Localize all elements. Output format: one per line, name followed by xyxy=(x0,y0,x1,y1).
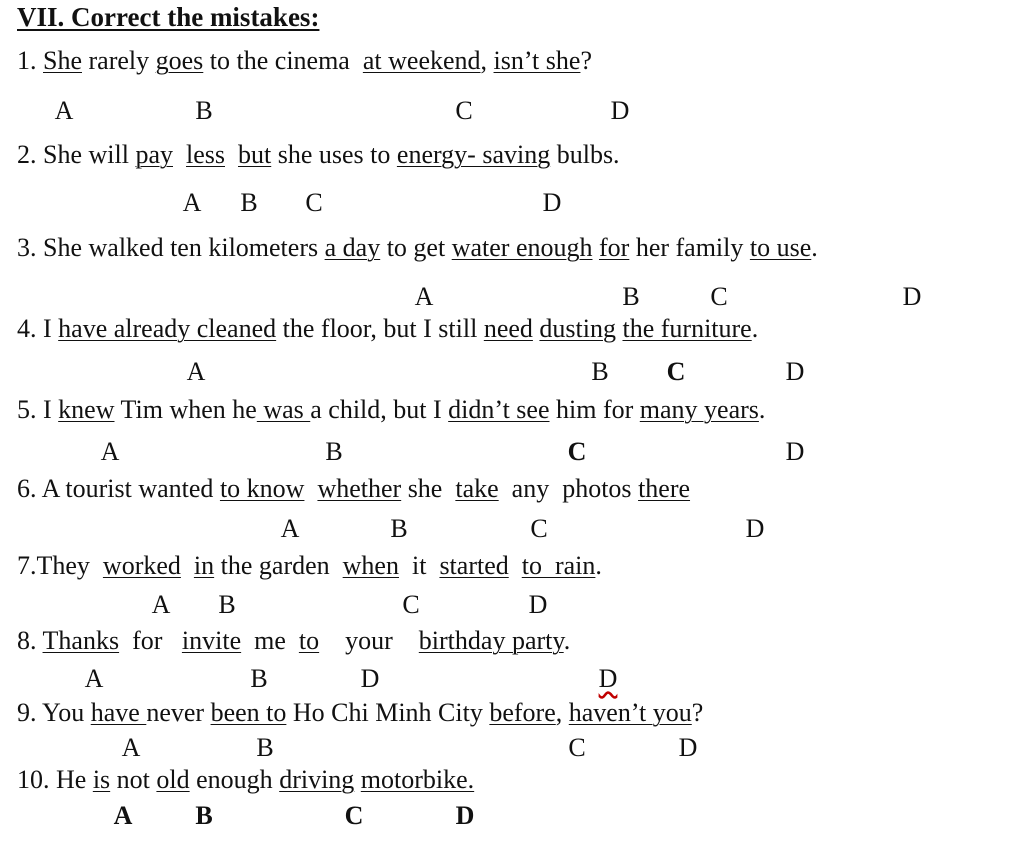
text-segment: 9. You xyxy=(17,698,91,727)
option-letter-text: B xyxy=(240,188,258,217)
underlined-segment: isn’t she xyxy=(493,46,581,75)
text-segment: 5. I xyxy=(17,395,59,424)
option-letter-text: A xyxy=(121,733,141,762)
option-letter-text: C xyxy=(455,96,473,125)
text-segment: her family xyxy=(629,233,750,262)
option-letter-text: D xyxy=(785,357,805,386)
underlined-segment: in xyxy=(193,551,215,580)
option-letter-text: C xyxy=(710,282,728,311)
option-letter-1-3 xyxy=(455,96,472,126)
option-letter-3-4 xyxy=(903,282,922,312)
question-9 xyxy=(17,698,703,728)
question-2 xyxy=(17,140,620,170)
text-segment: the floor, but I still xyxy=(276,314,484,343)
option-letter-text: B xyxy=(250,664,268,693)
option-letter-text: A xyxy=(414,282,434,311)
text-segment: . xyxy=(751,314,759,343)
underlined-segment: water enough xyxy=(451,233,593,262)
underlined-segment: have xyxy=(90,698,147,727)
text-segment: Tim when he xyxy=(114,395,257,424)
option-letter-text: A xyxy=(54,96,74,125)
option-letter-1-1 xyxy=(55,96,74,126)
underlined-segment: knew xyxy=(58,395,115,424)
option-letter-2-4 xyxy=(543,188,562,218)
option-letter-text: C xyxy=(567,437,587,466)
underlined-segment: to xyxy=(298,626,320,655)
option-letter-text: A xyxy=(84,664,104,693)
text-segment: . xyxy=(595,551,602,580)
option-letter-10-2 xyxy=(195,801,212,831)
text-segment: . xyxy=(758,395,766,424)
option-letter-2-1 xyxy=(183,188,202,218)
underlined-segment: have already cleaned xyxy=(58,314,277,343)
underlined-segment: the furniture xyxy=(622,314,752,343)
text-segment: any photos xyxy=(498,474,639,503)
option-letter-8-4 xyxy=(599,664,618,694)
underlined-segment: birthday party xyxy=(418,626,564,655)
option-letter-text: D xyxy=(360,664,380,693)
text-segment: never xyxy=(146,698,211,727)
underlined-segment: worked xyxy=(102,551,181,580)
option-letter-3-1 xyxy=(415,282,434,312)
option-letter-7-4 xyxy=(529,590,548,620)
question-5 xyxy=(17,395,765,425)
text-segment: 3. She walked ten kilometers xyxy=(17,233,325,262)
option-letter-9-3 xyxy=(568,733,585,763)
option-letter-4-4 xyxy=(786,357,805,387)
option-letter-text: D xyxy=(610,96,630,125)
underlined-segment: but xyxy=(238,140,272,169)
underlined-segment: been to xyxy=(210,698,287,727)
underlined-segment: pay xyxy=(135,140,173,169)
question-8 xyxy=(17,626,570,656)
text-segment: a child, but I xyxy=(310,395,449,424)
option-letter-8-2 xyxy=(250,664,267,694)
option-letter-8-1 xyxy=(85,664,104,694)
option-letter-2-3 xyxy=(305,188,322,218)
underlined-segment: goes xyxy=(155,46,204,75)
option-letter-text: B xyxy=(218,590,236,619)
underlined-segment: to know xyxy=(219,474,305,503)
option-letter-text: C xyxy=(568,733,586,762)
option-letter-text: C xyxy=(402,590,420,619)
text-segment xyxy=(181,551,194,580)
option-letter-10-1 xyxy=(114,801,133,831)
text-segment: it xyxy=(398,551,440,580)
option-letter-6-4 xyxy=(746,514,765,544)
option-letter-6-2 xyxy=(390,514,407,544)
option-letter-6-1 xyxy=(281,514,300,544)
option-letter-text: B xyxy=(390,514,408,543)
question-1 xyxy=(17,46,592,76)
option-letter-text: D xyxy=(455,801,475,830)
underlined-segment: old xyxy=(156,765,190,794)
text-segment: she xyxy=(401,474,456,503)
text-segment: not xyxy=(110,765,157,794)
option-letter-4-3 xyxy=(667,357,686,387)
option-letter-text: D xyxy=(528,590,548,619)
option-letter-text: B xyxy=(256,733,274,762)
option-letter-5-4 xyxy=(786,437,805,467)
option-letter-text: A xyxy=(100,437,120,466)
option-letter-text: B xyxy=(325,437,343,466)
option-letter-text: D xyxy=(902,282,922,311)
underlined-segment: invite xyxy=(181,626,242,655)
underlined-segment: at weekend xyxy=(362,46,481,75)
text-segment: your xyxy=(319,626,419,655)
option-letter-4-1 xyxy=(187,357,206,387)
underlined-segment: to use xyxy=(749,233,812,262)
option-letter-text: A xyxy=(280,514,300,543)
underlined-segment: is xyxy=(92,765,111,794)
option-letter-5-1 xyxy=(101,437,120,467)
option-letter-7-2 xyxy=(218,590,235,620)
text-segment xyxy=(173,140,186,169)
question-7 xyxy=(17,551,602,581)
question-4 xyxy=(17,314,758,344)
text-segment: him for xyxy=(549,395,640,424)
text-segment: ? xyxy=(580,46,592,75)
text-segment: ? xyxy=(691,698,704,727)
text-segment xyxy=(304,474,317,503)
underlined-segment: energy- saving xyxy=(396,140,551,169)
option-letter-3-3 xyxy=(710,282,727,312)
underlined-segment: to rain xyxy=(521,551,596,580)
option-letter-text: B xyxy=(195,801,213,830)
underlined-segment: there xyxy=(638,474,691,503)
option-letter-6-3 xyxy=(530,514,547,544)
option-letter-text: B xyxy=(591,357,609,386)
option-letter-5-2 xyxy=(325,437,342,467)
option-letter-text: C xyxy=(344,801,364,830)
option-letter-10-3 xyxy=(345,801,364,831)
text-segment: 1. xyxy=(17,46,43,75)
text-segment: bulbs. xyxy=(550,140,620,169)
underlined-segment: a day xyxy=(324,233,381,262)
option-letter-text: A xyxy=(151,590,171,619)
option-letter-8-3 xyxy=(361,664,380,694)
question-3 xyxy=(17,233,818,263)
option-letter-text: B xyxy=(195,96,213,125)
option-letter-text: D xyxy=(785,437,805,466)
option-letter-text: A xyxy=(182,188,202,217)
option-letter-2-2 xyxy=(240,188,257,218)
text-segment: . xyxy=(811,233,818,262)
text-segment: enough xyxy=(189,765,280,794)
text-segment: 6. A tourist wanted xyxy=(17,474,220,503)
option-letter-3-2 xyxy=(622,282,639,312)
option-letter-10-4 xyxy=(456,801,475,831)
text-segment: . xyxy=(563,626,571,655)
text-segment: 4. I xyxy=(17,314,59,343)
text-segment: , xyxy=(555,698,569,727)
text-segment: 2. She will xyxy=(17,140,136,169)
option-letter-text: D xyxy=(542,188,562,217)
text-segment: , xyxy=(480,46,494,75)
underlined-segment: driving xyxy=(279,765,355,794)
underlined-segment: need xyxy=(483,314,533,343)
underlined-segment: when xyxy=(342,551,399,580)
option-letter-text: A xyxy=(186,357,206,386)
option-letter-text: D xyxy=(598,664,618,693)
underlined-segment: less xyxy=(186,140,225,169)
text-segment: rarely xyxy=(82,46,156,75)
underlined-segment: haven’t you xyxy=(568,698,692,727)
option-letter-4-2 xyxy=(591,357,608,387)
text-segment: 10. He xyxy=(17,765,93,794)
option-letter-7-3 xyxy=(402,590,419,620)
option-letter-text: A xyxy=(113,801,133,830)
text-segment: 7.They xyxy=(17,551,103,580)
text-segment: me xyxy=(241,626,299,655)
option-letter-1-2 xyxy=(195,96,212,126)
underlined-segment: She xyxy=(43,46,82,75)
option-letter-text: D xyxy=(678,733,698,762)
exercise-heading: VII. Correct the mistakes: xyxy=(17,2,320,32)
option-letter-1-4 xyxy=(611,96,630,126)
option-letter-9-2 xyxy=(256,733,273,763)
option-letter-text: C xyxy=(305,188,323,217)
underlined-segment: motorbike. xyxy=(360,765,475,794)
option-letter-text: C xyxy=(530,514,548,543)
option-letter-text: C xyxy=(666,357,686,386)
option-letter-9-1 xyxy=(122,733,141,763)
option-letter-7-1 xyxy=(152,590,171,620)
underlined-segment: many years xyxy=(639,395,759,424)
underlined-segment: take xyxy=(455,474,499,503)
underlined-segment: dusting xyxy=(539,314,616,343)
underlined-segment: for xyxy=(598,233,630,262)
text-segment: she uses to xyxy=(271,140,397,169)
option-letter-text: D xyxy=(745,514,765,543)
option-letter-5-3 xyxy=(568,437,587,467)
underlined-segment: didn’t see xyxy=(448,395,550,424)
text-segment: to get xyxy=(380,233,452,262)
text-segment xyxy=(509,551,522,580)
text-segment: 8. xyxy=(17,626,43,655)
text-segment: for xyxy=(119,626,182,655)
underlined-segment: before xyxy=(489,698,556,727)
underlined-segment: was xyxy=(256,395,311,424)
text-segment: to the cinema xyxy=(203,46,363,75)
text-segment xyxy=(225,140,238,169)
text-segment: the garden xyxy=(214,551,343,580)
underlined-segment: whether xyxy=(317,474,402,503)
underlined-segment: started xyxy=(439,551,509,580)
question-10 xyxy=(17,765,474,795)
option-letter-9-4 xyxy=(679,733,698,763)
underlined-segment: Thanks xyxy=(42,626,120,655)
option-letter-text: B xyxy=(622,282,640,311)
question-6 xyxy=(17,474,690,504)
text-segment: Ho Chi Minh City xyxy=(286,698,490,727)
